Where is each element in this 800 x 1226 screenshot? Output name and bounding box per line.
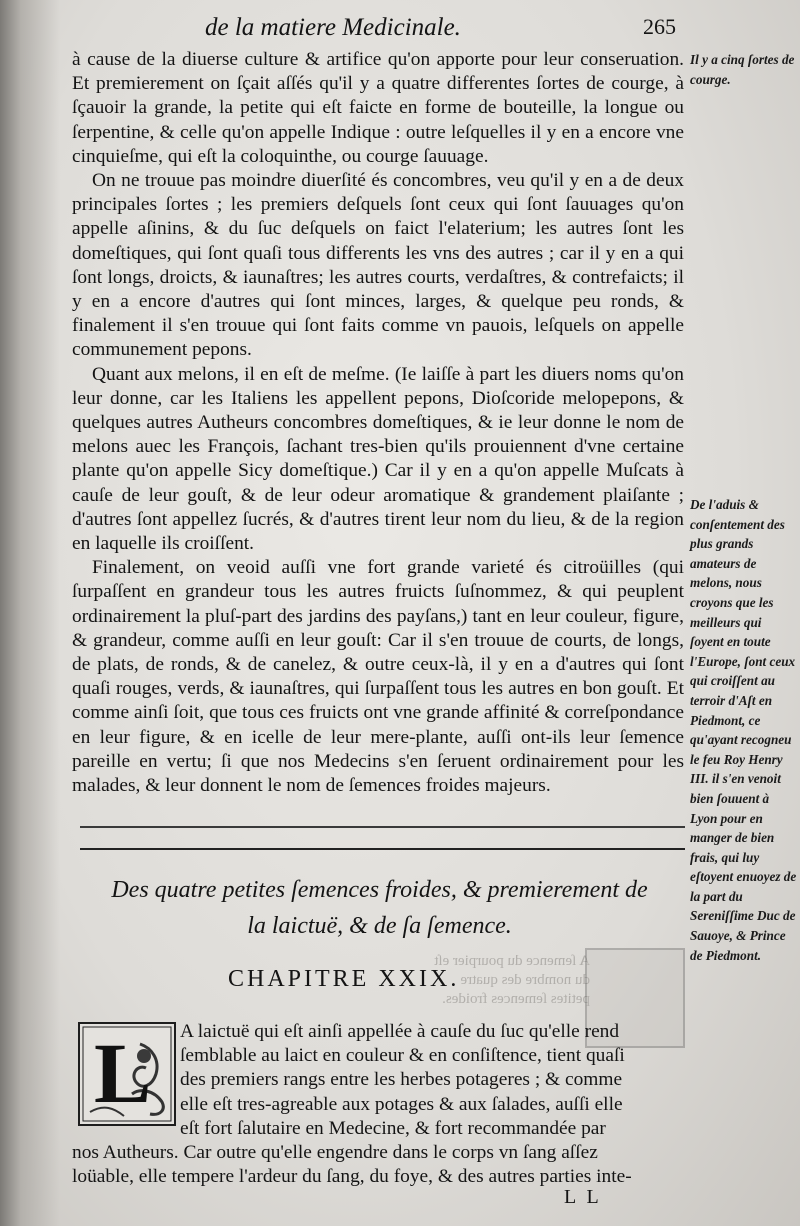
chapter-line: nos Autheurs. Car outre qu'elle engendre dans le corps vn ſang aſſez — [72, 1142, 598, 1164]
section-title-line-1: Des quatre petites ſemences froides, & premierement de — [111, 877, 648, 903]
chapter-heading: CHAPITRE XXIX. — [228, 966, 460, 992]
chapter-line: des premiers rangs entre les herbes potageres ; & comme — [180, 1069, 623, 1091]
chapter-line: ſemblable au laict en couleur & en conſiſtence, tient quaſi — [180, 1045, 625, 1067]
section-divider-thin — [80, 826, 685, 828]
show-through-text: A ſemence du pourpier eſt du nombre des quatre petites ſemences froides. — [434, 953, 590, 1007]
page-number: 265 — [643, 14, 676, 39]
paragraph-melons: Quant aux melons, il en eſt de meſme. (Ie laiſſe à part les diuers noms qu'on leur donne, car les Italiens les appellent pepons, Dioſcoride melopepons, & quelques autres Autheurs concombres domeſtiques, & ie leur donne le nom de melons auec les François, ſachant tres-bien qu'ils prouiennent d'vne certaine plante qu'on appelle Sicy domeſtique.) Car il y en a qu'on appelle Muſcats à cauſe de leur gouſt, & de leur odeur aromatique & grandement plaiſante ; d'autres ſont appellez ſucrés, & d'autres tirent leur nom du lieu, & de la region en laquelle ils croiſſent. — [72, 363, 684, 555]
main-text — [72, 48, 684, 798]
chapter-line: eſt fort ſalutaire en Medecine, & fort recommandée par — [180, 1117, 606, 1139]
paragraph-citrouilles: Finalement, on veoid auſſi vne fort grande varieté és citroüilles (qui ſurpaſſent en grandeur tous les autres fruicts ſuſnommez, & qui peuplent ordinairement la pluſ-part des jardins des payſans,) tant en leur couleur, figure, & grandeur, comme auſſi en leur gouſt: Car il s'en trouue de courts, de longs, de plats, de ronds, & de canelez, & outre ceux-là, il y en a d'autres qui ſont quaſi rouges, verds, & iaunaſtres, qui ſurpaſſent tous les autres en bon gouſt. Et comme ainſi ſoit, que tous ces fruicts ont vne grande affinité & correſpondance en leur figure, & en icelle de leur mere-plante, auſſi ont-ils leur ſemence pareille en vertu; ſi que nos Medecins s'en ſeruent ordinairement pour les malades, & leur donnent le nom de ſemences froides majeurs. — [72, 557, 684, 797]
paragraph-concombres: On ne trouue pas moindre diuerſité és concombres, veu qu'il y en a de deux principales ſortes ; les premiers deſquels ſont ceux qui ſont ſauuages qu'on appelle aſinins, & du ſuc deſquels on faict l'elaterium; les autres ſont les domeſtiques, qui ſont quaſi tous differents les vns des autres ; car il y en a qui ſont longs, droicts, & iaunaſtres; les autres courts, verdaſtres, & contrefaicts; il y en a encore d'autres qui ſont minces, larges, & quelque peu ronds, & finalement il s'en trouue qui ſont faits comme vn pauois, leſquels on appelle communement pepons. — [72, 170, 684, 361]
section-divider — [80, 848, 685, 850]
signature-mark: L L — [564, 1186, 602, 1208]
dropcap-letter: L — [94, 1025, 152, 1121]
chapter-line: A laictuë qui eſt ainſi appellée à cauſe du ſuc qu'elle rend — [180, 1021, 620, 1042]
margin-note-melons: De l'aduis & conſentement des plus grands amateurs de melons, nous croyons que les meilleurs qui ſoyent en toute l'Europe, ſont ceux qui croiſſent au terroir d'Aſt en Piedmont, ce qu'ayant recogneu le feu Roy Henry III. il s'en venoit bien ſouuent à Lyon pour en manger de bien frais, qui luy eſtoyent enuoyez de la part du Sereniſſime Duc de Sauoye, & Prince de Piedmont. — [690, 497, 797, 963]
running-title: de la matiere Medicinale. — [205, 14, 461, 41]
section-title-line-2: la laictuë, & de ſa ſemence. — [247, 913, 512, 939]
ornamental-dropcap — [78, 1022, 176, 1126]
section-title — [72, 872, 687, 944]
gutter-shadow — [0, 0, 60, 1226]
chapter-line: loüable, elle tempere l'ardeur du ſang, du foye, & des autres parties inte- — [72, 1166, 632, 1188]
margin-note-courge: Il y a cinq ſortes de courge. — [690, 52, 795, 87]
paragraph-courges: à cause de la diuerse culture & artifice qu'on apporte pour leur conseruation. Et premierement on ſçait aſſés qu'il y a quatre differentes ſortes de courge, à ſçauoir la grande, la petite qui eſt faicte en forme de bouteille, la longue ou ſerpentine, & celle qu'on appelle Indique : outre leſquelles il y en a encore vne cinquieſme, qui eſt la coloquinthe, ou courge ſauuage. — [72, 49, 684, 167]
chapter-line: elle eſt tres-agreable aux potages & aux ſalades, auſſi elle — [180, 1093, 623, 1115]
